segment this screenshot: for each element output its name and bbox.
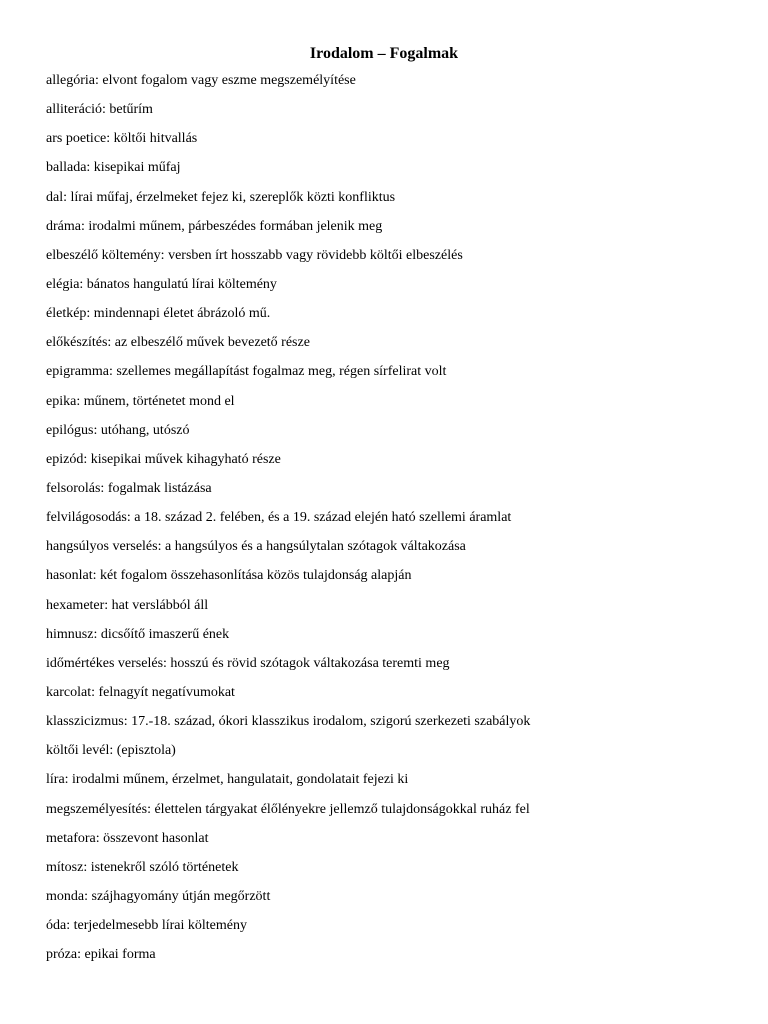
glossary-entry: epilógus: utóhang, utószó: [46, 422, 190, 438]
glossary-entry: életkép: mindennapi életet ábrázoló mű.: [46, 306, 271, 322]
glossary-entry: epigramma: szellemes megállapítást fogalmaz meg, régen sírfelirat volt: [46, 364, 447, 380]
glossary-entry: epika: műnem, történetet mond el: [46, 393, 235, 409]
glossary-entry: mítosz: istenekről szóló történetek: [46, 859, 239, 875]
glossary-entry: ars poetice: költői hitvallás: [46, 131, 198, 147]
glossary-entry: időmértékes verselés: hosszú és rövid szótagok váltakozása teremti meg: [46, 655, 450, 671]
glossary-entry: elégia: bánatos hangulatú lírai költemény: [46, 276, 277, 292]
glossary-entry: himnusz: dicsőítő imaszerű ének: [46, 626, 230, 642]
glossary-entry: hangsúlyos verselés: a hangsúlyos és a hangsúlytalan szótagok váltakozása: [46, 539, 466, 555]
glossary-entry: felvilágosodás: a 18. század 2. felében, és a 19. század elején ható szellemi áramlat: [46, 510, 512, 526]
glossary-list: [46, 70, 746, 973]
glossary-entry: allegória: elvont fogalom vagy eszme megszemélyítése: [46, 73, 356, 88]
glossary-entry: felsorolás: fogalmak listázása: [46, 480, 212, 496]
glossary-entry: ballada: kisepikai műfaj: [46, 160, 181, 176]
glossary-entry: elbeszélő költemény: versben írt hosszabb vagy rövidebb költői elbeszélés: [46, 247, 463, 263]
glossary-entry: megszemélyesítés: élettelen tárgyakat élőlényekre jellemző tulajdonságokkal ruház fel: [46, 801, 530, 817]
glossary-entry: metafora: összevont hasonlat: [46, 830, 209, 846]
glossary-entry: hexameter: hat verslábból áll: [46, 597, 209, 613]
glossary-entry: dráma: irodalmi műnem, párbeszédes formában jelenik meg: [46, 218, 383, 234]
glossary-entry: előkészítés: az elbeszélő művek bevezető része: [46, 335, 310, 351]
glossary-entry: epizód: kisepikai művek kihagyható része: [46, 451, 281, 467]
glossary-entry: karcolat: felnagyít negatívumokat: [46, 684, 235, 700]
document-title: Irodalom – Fogalmak: [309, 45, 459, 62]
glossary-entry: dal: lírai műfaj, érzelmeket fejez ki, szereplők közti konfliktus: [46, 189, 396, 205]
glossary-entry: klasszicizmus: 17.-18. század, ókori klasszikus irodalom, szigorú szerkezeti szabályok: [46, 714, 531, 730]
glossary-entry: monda: szájhagyomány útján megőrzött: [46, 888, 271, 904]
glossary-entry: próza: epikai forma: [46, 947, 156, 963]
glossary-entry: költői levél: (episztola): [46, 743, 176, 759]
glossary-entry: hasonlat: két fogalom összehasonlítása közös tulajdonság alapján: [46, 568, 412, 584]
glossary-entry: óda: terjedelmesebb lírai költemény: [46, 918, 247, 934]
glossary-entry: alliteráció: betűrím: [46, 102, 153, 118]
glossary-entry: líra: irodalmi műnem, érzelmet, hangulatait, gondolatait fejezi ki: [46, 772, 409, 788]
